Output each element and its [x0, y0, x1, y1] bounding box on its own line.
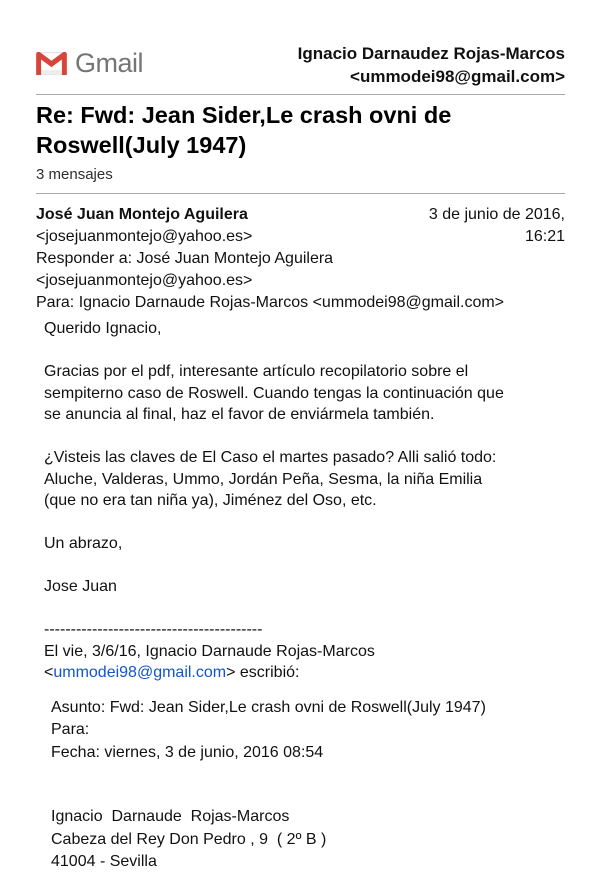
gmail-envelope-icon [36, 52, 67, 75]
subject-line: Re: Fwd: Jean Sider,Le crash ovni de [36, 102, 452, 128]
to-line: Para: Ignacio Darnaude Rojas-Marcos <ummodei98@gmail.com> [36, 294, 505, 311]
body-paragraph [44, 447, 565, 512]
account-email: <ummodei98@gmail.com> [350, 67, 565, 86]
from-name: José Juan Montejo Aguilera [36, 206, 248, 223]
subject-line: Roswell(July 1947) [36, 131, 247, 158]
body-line: Gracias por el pdf, interesante artículo recopilatorio sobre el [44, 363, 469, 380]
quoted-headers [51, 697, 565, 765]
gmail-logo-text: Gmail [75, 48, 144, 78]
signature-name: Ignacio Darnaude Rojas-Marcos [51, 808, 290, 825]
body-line: Un abrazo, [44, 535, 123, 552]
quote-intro-suffix: > escribió: [226, 664, 300, 681]
body-line: Querido Ignacio, [44, 320, 162, 337]
message-meta [36, 204, 565, 314]
body-line: (que no era tan niña ya), Jiménez del Oso, etc. [44, 492, 377, 509]
quote-intro-line: El vie, 3/6/16, Ignacio Darnaude Rojas-Marcos [44, 642, 375, 660]
header-divider [36, 94, 565, 95]
body-line: ¿Visteis las claves de El Caso el martes pasado? Alli salió todo: [44, 449, 497, 466]
body-line: Aluche, Valderas, Ummo, Jordán Peña, Sesma, la niña Emilia [44, 470, 483, 488]
message-body [44, 318, 565, 874]
sender-signature [51, 806, 565, 874]
body-paragraph [44, 318, 565, 340]
quote-intro-line [44, 662, 565, 684]
quoted-date-line: Fecha: viernes, 3 de junio, 2016 08:54 [51, 743, 324, 761]
message-date-line: 3 de junio de 2016, [428, 206, 565, 223]
sender-email-link[interactable]: ummodei98@gmail.com [53, 664, 227, 681]
quote-separator: ----------------------------------------- [44, 621, 263, 638]
reply-to-line: Responder a: José Juan Montejo Aguilera [36, 250, 334, 267]
body-line: Jose Juan [44, 578, 117, 595]
account-name: Ignacio Darnaudez Rojas-Marcos [297, 44, 565, 63]
body-paragraph [44, 533, 565, 555]
body-paragraph [44, 576, 565, 598]
message-count: 3 mensajes [36, 166, 113, 183]
body-paragraph [44, 361, 565, 426]
signature-address: Cabeza del Rey Don Pedro , 9 ( 2º B ) [51, 830, 327, 848]
signature-city: 41004 - Sevilla [51, 853, 157, 870]
account-identity [298, 42, 565, 88]
message-time: 16:21 [524, 228, 565, 245]
thread-subject [36, 101, 565, 160]
gmail-logo [36, 48, 143, 79]
print-header [36, 42, 565, 90]
message-date [429, 204, 565, 248]
body-line: sempiterno caso de Roswell. Cuando tengas la continuación que [44, 384, 504, 402]
body-line: se anuncia al final, haz el favor de enviármela también. [44, 406, 435, 423]
quoted-subject-line: Asunto: Fwd: Jean Sider,Le crash ovni de Roswell(July 1947) [51, 698, 486, 716]
quoted-to-line: Para: [51, 721, 90, 738]
angle-bracket: < [44, 664, 54, 681]
reply-to-email: <josejuanmontejo@yahoo.es> [36, 272, 253, 289]
thread-divider [36, 193, 565, 194]
from-email: <josejuanmontejo@yahoo.es> [36, 228, 253, 245]
